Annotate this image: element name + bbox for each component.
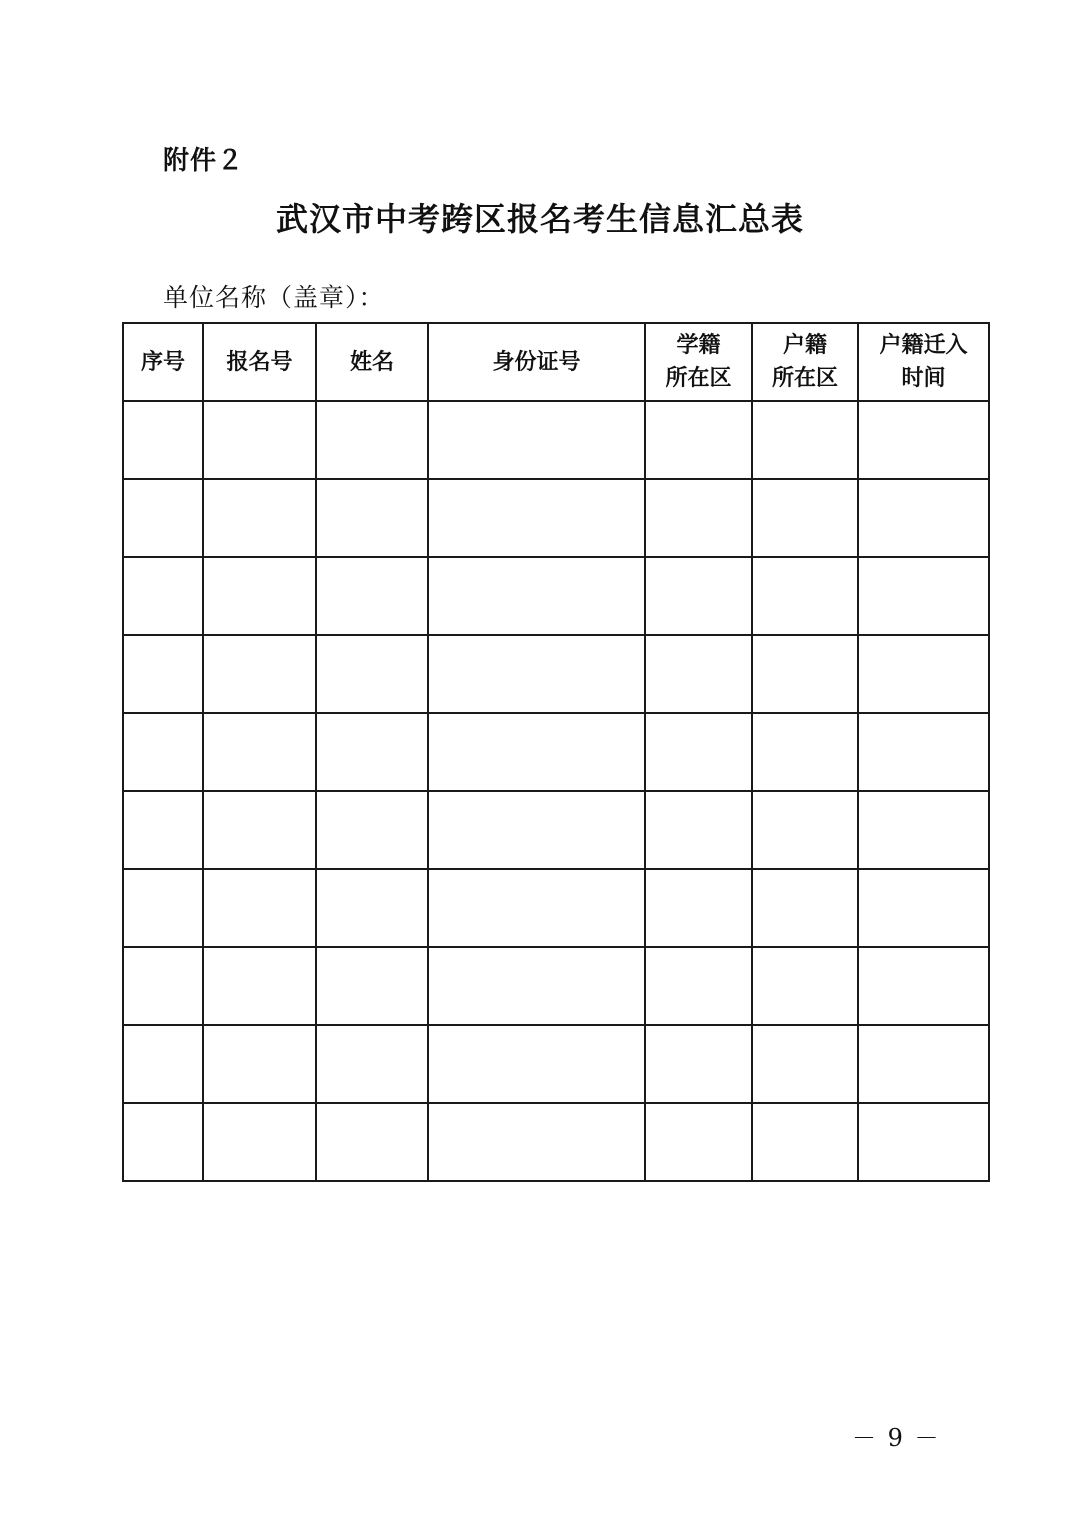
table-cell[interactable] <box>645 635 752 713</box>
table-cell[interactable] <box>203 947 316 1025</box>
table-cell[interactable] <box>645 1103 752 1181</box>
table-row <box>123 479 989 557</box>
table-cell[interactable] <box>123 635 203 713</box>
column-header <box>858 323 989 401</box>
table-cell[interactable] <box>645 1025 752 1103</box>
table-cell[interactable] <box>752 869 858 947</box>
column-header <box>752 323 858 401</box>
table-cell[interactable] <box>645 791 752 869</box>
table-cell[interactable] <box>858 869 989 947</box>
header-row <box>123 323 989 401</box>
table-cell[interactable] <box>645 713 752 791</box>
column-header <box>203 323 316 401</box>
table-cell[interactable] <box>123 1025 203 1103</box>
table-cell[interactable] <box>428 401 645 479</box>
column-header-line: 所在区 <box>771 366 838 391</box>
table-cell[interactable] <box>123 1103 203 1181</box>
table-cell[interactable] <box>752 713 858 791</box>
table-cell[interactable] <box>123 479 203 557</box>
table-cell[interactable] <box>858 947 989 1025</box>
column-header-line: 学籍 <box>676 333 721 358</box>
table-row <box>123 713 989 791</box>
column-header <box>428 323 645 401</box>
table-cell[interactable] <box>858 791 989 869</box>
table-row <box>123 557 989 635</box>
table-cell[interactable] <box>123 557 203 635</box>
column-header-line: 身份证号 <box>492 349 581 375</box>
table-row <box>123 947 989 1025</box>
table-cell[interactable] <box>752 791 858 869</box>
column-header-line: 姓名 <box>349 349 394 375</box>
table-cell[interactable] <box>316 557 428 635</box>
table-cell[interactable] <box>858 479 989 557</box>
table-cell[interactable] <box>203 401 316 479</box>
summary-table <box>122 322 990 1182</box>
column-header <box>123 323 203 401</box>
table-cell[interactable] <box>752 479 858 557</box>
table-cell[interactable] <box>203 1025 316 1103</box>
table-cell[interactable] <box>203 635 316 713</box>
table-cell[interactable] <box>316 479 428 557</box>
column-header <box>645 323 752 401</box>
table-cell[interactable] <box>316 1025 428 1103</box>
table-cell[interactable] <box>858 635 989 713</box>
table-cell[interactable] <box>316 1103 428 1181</box>
table-cell[interactable] <box>203 713 316 791</box>
table-cell[interactable] <box>316 401 428 479</box>
column-header-line: 所在区 <box>665 366 732 391</box>
table-cell[interactable] <box>752 947 858 1025</box>
table-cell[interactable] <box>316 947 428 1025</box>
table-cell[interactable] <box>123 947 203 1025</box>
attachment-label: 附件２ <box>163 146 245 176</box>
table-cell[interactable] <box>752 401 858 479</box>
table-cell[interactable] <box>123 791 203 869</box>
table-cell[interactable] <box>645 869 752 947</box>
table-cell[interactable] <box>316 791 428 869</box>
table-cell[interactable] <box>645 557 752 635</box>
table-cell[interactable] <box>428 1025 645 1103</box>
column-header-line: 序号 <box>140 349 185 375</box>
column-header-line: 户籍迁入 <box>879 333 968 358</box>
table-cell[interactable] <box>428 713 645 791</box>
table-cell[interactable] <box>858 1103 989 1181</box>
table-cell[interactable] <box>316 635 428 713</box>
column-header-line: 时间 <box>901 366 946 391</box>
table-cell[interactable] <box>203 1103 316 1181</box>
table-row <box>123 791 989 869</box>
table-cell[interactable] <box>203 557 316 635</box>
table-cell[interactable] <box>858 713 989 791</box>
table-row <box>123 401 989 479</box>
table-cell[interactable] <box>752 557 858 635</box>
table-cell[interactable] <box>428 635 645 713</box>
table-row <box>123 1025 989 1103</box>
table-cell[interactable] <box>858 1025 989 1103</box>
table-cell[interactable] <box>123 713 203 791</box>
table-cell[interactable] <box>752 1103 858 1181</box>
table-row <box>123 869 989 947</box>
table-cell[interactable] <box>428 557 645 635</box>
table-row <box>123 1103 989 1181</box>
table-cell[interactable] <box>123 401 203 479</box>
column-header-line: 报名号 <box>226 349 293 375</box>
table-cell[interactable] <box>858 557 989 635</box>
table-cell[interactable] <box>428 791 645 869</box>
table-cell[interactable] <box>645 479 752 557</box>
table-cell[interactable] <box>645 947 752 1025</box>
table-cell[interactable] <box>203 479 316 557</box>
column-header-line: 户籍 <box>782 333 827 358</box>
table-cell[interactable] <box>203 869 316 947</box>
table-cell[interactable] <box>428 1103 645 1181</box>
unit-name-label: 单位名称（盖章）： <box>163 283 385 312</box>
table-cell[interactable] <box>428 869 645 947</box>
table-cell[interactable] <box>428 479 645 557</box>
table-cell[interactable] <box>752 1025 858 1103</box>
table-cell[interactable] <box>203 791 316 869</box>
page-number: － 9 － <box>852 1424 941 1452</box>
table-row <box>123 635 989 713</box>
table-cell[interactable] <box>428 947 645 1025</box>
column-header <box>316 323 428 401</box>
document-title: 武汉市中考跨区报名考生信息汇总表 <box>275 200 804 238</box>
table-cell[interactable] <box>752 635 858 713</box>
table-cell[interactable] <box>645 401 752 479</box>
table-cell[interactable] <box>316 869 428 947</box>
table-cell[interactable] <box>316 713 428 791</box>
table-body <box>123 401 989 1181</box>
table-cell[interactable] <box>123 869 203 947</box>
table-cell[interactable] <box>858 401 989 479</box>
